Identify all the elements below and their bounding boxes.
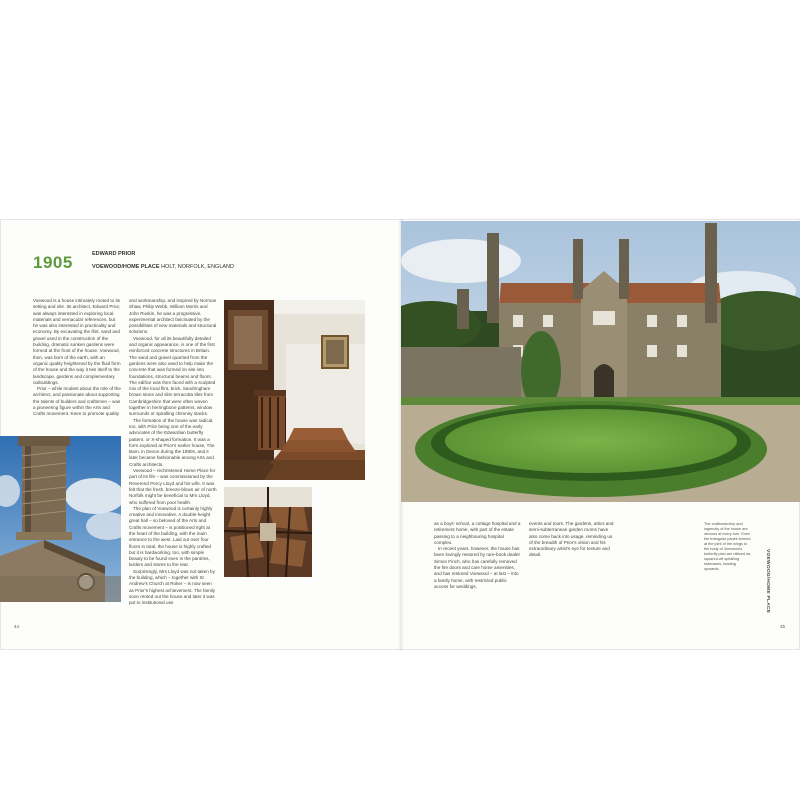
house-name: VOEWOOD/HOME PLACE [92,264,160,270]
paragraph: The plan of Voewood is certainly highly creative and innovative. A double-height great hall – so beloved of the Arts and Crafts movement – is positioned right at the heart of the building, with the main entrance to the west. Laid out over four floors in total, the house is highly crafted but it is hardworking, too, with simple beauty to be found even in the pantries, larders and stores to the rear. [129,505,213,568]
house-exterior-photo [401,221,800,502]
location-text: HOLT, NORFOLK, ENGLAND [161,264,235,270]
paragraph: as a boys' school, a cottage hospital and a retirement home, with part of the estate passing to a neighbouring hospital complex. [434,521,521,545]
paragraph: Surprisingly, Mrs Lloyd was not taken by the building, which – together with St Andrew's Church at Roker – is now seen as Prior's highest achievement. The family soon rented out the house and later it was put to institutional use [129,568,216,606]
text-column-1 [33,298,121,418]
year-heading: 1905 [33,253,73,272]
paragraph: In recent years, however, the house has been lovingly restored by rare-book dealer Simon Finch, who has carefully removed the fire doors and care home amenities, and has restored Voewood – at last – into a family home, with restricted public access for weddings, [434,546,521,589]
house-location-line [92,264,234,270]
running-head-vertical: VOEWOOD/HOME PLACE [765,549,770,614]
paragraph: and workmanship, and inspired by Norman Shaw, Philip Webb, William Morris and John Ruskin, he was a progressive, experimental architect fascinated by the possibilities of new materials and structural solutions. [129,298,217,335]
page-number-right: 45 [780,624,786,629]
paragraph: Voewood is a house intimately rooted to its setting and site. Its architect, Edward Prior, was always interested in exploring local materials and vernacular references, but he was also interested in practicality and economy. By excavating the flint, sand and gravel used in the construction of the building, dramatic sunken gardens were formed at the front of the house. Voewood, then, was born of the earth, with an organic quality heightened by the fluid form of the house and the way it ties itself to the landscape, gardens and complementary outbuildings. [33,298,121,385]
spiral-stair-photo [224,487,312,577]
chimney-photo [0,436,121,602]
text-column-2 [129,298,217,607]
book-spread [0,219,800,650]
text-column-4 [529,521,617,559]
text-column-3 [434,521,522,590]
paragraph: Voewood, for all its beautifully detailed and organic appearance, is one of the first reinforced concrete structures in Britain. The sand and gravel quarried from the gardens were also used to help make the concrete that was formed on site into foundations, structural beams and floors. The edifice was then faced with a sculpted mix of the local flint, brick, Sandringham brown stone and slim terracotta tiles from Cambridgeshire that were often woven together in herringbone patterns, window surrounds or spiralling chimney stacks. [129,335,216,417]
paragraph: events and tours. The gardens, attics and semi-subterranean garden rooms have also come back into usage, reminding us of the breadth of Prior's vision and his extraordinary artist's eye for texture and detail. [529,521,614,558]
staircase-hall-photo [224,300,365,480]
architect-name: EDWARD PRIOR [92,251,136,257]
paragraph: Voewood – rechristened Home Place for part of its life – was commissioned by the Reverend Percy Lloyd and his wife. It was felt that the fresh, breeze-blown air of north Norfolk might be beneficial to Mrs Lloyd, who suffered from poor health. [129,468,217,505]
page-number-left: 44 [14,624,20,629]
photo-caption: The craftsmanship and ingenuity of the house are obvious at every turn. Even the triangular panes formed at the joint of the wings to the body of Voewood's butterfly plan are utilized as squared-off spiralling staircases, twisting upwards. [704,522,751,571]
paragraph: The formation of the house was radical, too, with Prior being one of the early advocates of the Edwardian butterfly pattern, or X-shaped formation. It was a form explored at Prior's earlier house, The Barn, in Devon during the 1890s, and it later became fashionable among Arts and Crafts architects. [129,417,215,467]
paragraph: Prior – while modest about the role of the architect, and passionate about supporting the talents of builders and craftsmen – was a pioneering figure within the Arts and Crafts movement. Keen to promote quality [33,386,121,417]
